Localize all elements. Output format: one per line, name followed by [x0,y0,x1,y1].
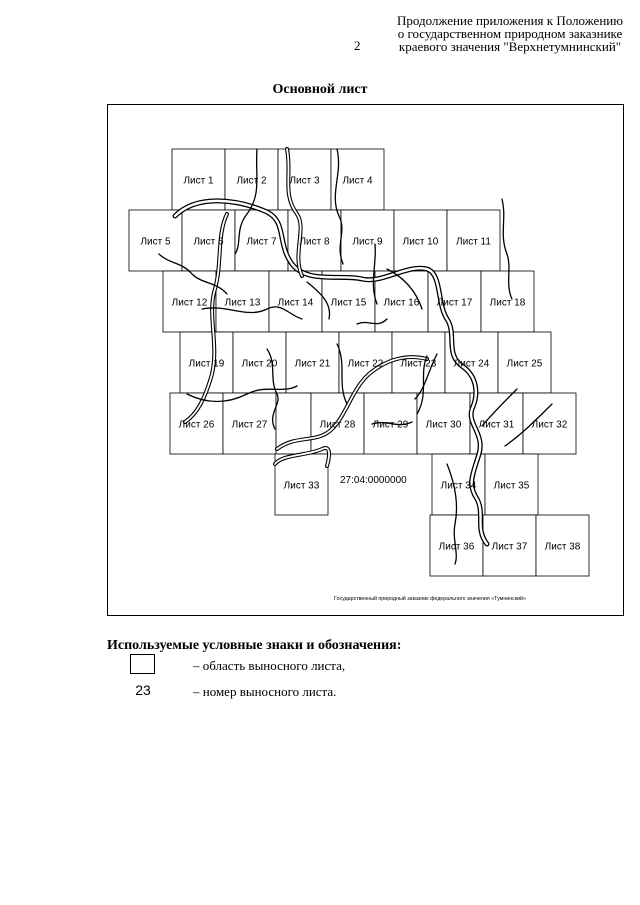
sheet-label: Лист 35 [493,480,530,492]
sheet-label: Лист 32 [531,419,568,431]
sheet-label: Лист 38 [544,541,581,553]
sheet-label: Лист 3 [289,175,320,187]
sheet-label: Лист 6 [193,236,224,248]
sheet-label: Лист 2 [236,175,267,187]
sheet-label: Лист 14 [277,297,314,309]
sheet-label: Лист 18 [489,297,526,309]
document-header [385,14,635,53]
header-line: о государственном природном заказнике [397,26,623,41]
header-line: краевого значения "Верхнетумнинский" [398,39,622,54]
sheet-label: Лист 25 [506,358,543,370]
sheet-label: Лист 26 [178,419,215,431]
legend-sheet-area-symbol [130,654,155,674]
page-number: 2 [354,38,361,53]
sheet-label: Лист 15 [330,297,367,309]
sheet-label: Лист 24 [453,358,490,370]
sheet-label: Лист 19 [188,358,225,370]
sheet-label: Лист 20 [241,358,278,370]
map-title: Основной лист [272,82,368,97]
sheet-label: Лист 22 [347,358,384,370]
legend-item-text: – номер выносного листа. [193,684,337,699]
sheet-label: Лист 9 [352,236,383,248]
sheet-label: Лист 12 [171,297,208,309]
sheet-label: Лист 16 [383,297,420,309]
sheet-label: Лист 28 [319,419,356,431]
sheet-label: Лист 17 [436,297,473,309]
sheet-label: Лист 33 [283,480,320,492]
sheet-label: Лист 29 [372,419,409,431]
sheet-label: Лист 13 [224,297,261,309]
sheet-label: Лист 21 [294,358,331,370]
legend-title: Используемые условные знаки и обозначения: [107,638,402,653]
sheet-label: Лист 10 [402,236,439,248]
sheet-label: Лист 34 [440,480,477,492]
sheet-label: Лист 23 [400,358,437,370]
sheet-label: Лист 4 [342,175,373,187]
sheet-label: Лист 7 [246,236,277,248]
map-caption: Государственный природный заказник федерального значения «Тумнинский» [334,596,526,602]
sheet-label: Лист 1 [183,175,214,187]
header-line: Продолжение приложения к Положению [397,13,623,28]
sheet-label: Лист 11 [456,236,491,248]
legend-sheet-number-symbol: 23 [135,682,151,698]
sheet-label: Лист 5 [140,236,171,248]
sheet-label: Лист 30 [425,419,462,431]
sheet-index-map [107,104,624,616]
sheet-label: Лист 31 [478,419,515,431]
sheet-label: Лист 8 [299,236,330,248]
sheet-label: Лист 36 [438,541,475,553]
legend-item-text: – область выносного листа, [193,658,346,673]
sheet-label: Лист 27 [231,419,268,431]
map-code: 27:04:0000000 [340,475,407,486]
sheet-label: Лист 37 [491,541,528,553]
